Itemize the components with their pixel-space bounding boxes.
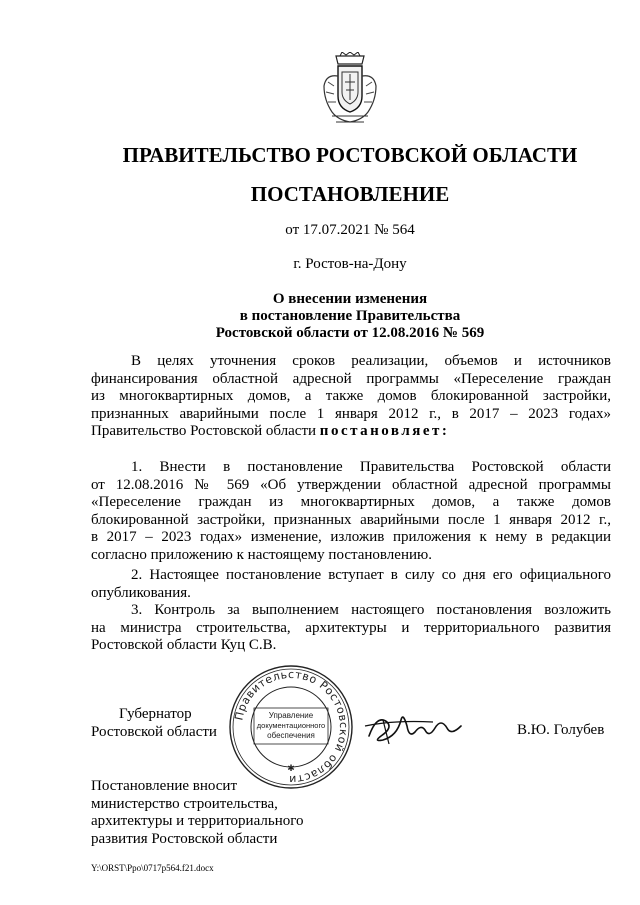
seal-center-line: документационного (256, 721, 326, 730)
organization-title: ПРАВИТЕЛЬСТВО РОСТОВСКОЙ ОБЛАСТИ (122, 143, 578, 167)
text-line: на министра строительства, архитектуры и территориального развития (91, 619, 611, 636)
document-type: ПОСТАНОВЛЕНИЕ (250, 182, 450, 206)
text-line: опубликования. (91, 584, 191, 601)
text-line: 1. Внести в постановление Правительства Ростовской области (131, 459, 611, 475)
text-line: блокированной застройки, признанных аварийными после 1 января 2012 г., (91, 511, 611, 528)
text-line: признанных аварийными после 1 января 2012 г., в 2017 – 2023 годах» (91, 405, 611, 422)
note-line: министерство строительства, (91, 795, 278, 812)
coat-of-arms-icon (318, 52, 382, 126)
text-line: «Переселение граждан из многоквартирных домов, а также домов (91, 494, 611, 511)
preamble-paragraph (91, 353, 611, 441)
submitter-note (91, 778, 304, 848)
subject-line: Ростовской области от 12.08.2016 № 569 (215, 325, 485, 341)
seal-center-line: обеспечения (267, 731, 315, 740)
text-line: 2. Настоящее постановление вступает в силу со дня его официального (131, 567, 611, 583)
position-line: Губернатор (119, 706, 192, 722)
document-subject (0, 291, 640, 342)
seal-center-line: Управление (268, 711, 314, 720)
text-line: 3. Контроль за выполнением настоящего постановления возложить (131, 602, 611, 618)
document-date-number: от 17.07.2021 № 564 (285, 222, 415, 238)
seal-star-icon: ✱ (287, 763, 295, 773)
signatory-name: В.Ю. Голубев (517, 722, 605, 738)
document-city: г. Ростов-на-Дону (293, 256, 407, 272)
text-line: из многоквартирных домов, а также домов блокированной застройки, (91, 388, 611, 405)
text-line: финансирования областной адресной программы «Переселение граждан (91, 370, 611, 387)
text-line (91, 423, 611, 441)
item-3-paragraph (91, 602, 611, 655)
text-line: В целях уточнения сроков реализации, объемов и источников (131, 353, 611, 369)
official-seal-icon (228, 664, 354, 790)
seal-ring-text: Правительство Ростовской области (232, 667, 351, 787)
handwritten-signature-icon (363, 706, 473, 750)
text-line: от 12.08.2016 № 569 «Об утверждении областной адресной программы (91, 476, 611, 493)
subject-line: О внесении изменения (272, 291, 428, 307)
note-line: Постановление вносит (91, 778, 238, 794)
note-line: развития Ростовской области (91, 830, 278, 847)
government-label: Правительство Ростовской области (91, 423, 320, 440)
text-line: в 2017 – 2023 годах» изменение, изложив приложения к нему в редакции (91, 529, 611, 546)
text-line: Ростовской области Куц С.В. (91, 637, 277, 654)
subject-line: в постановление Правительства (239, 308, 461, 324)
item-1-paragraph (91, 459, 611, 565)
item-2-paragraph (91, 567, 611, 602)
note-line: архитектуры и территориального (91, 813, 304, 830)
text-line: согласно приложению к настоящему постановлению. (91, 546, 432, 563)
position-line: Ростовской области (91, 724, 217, 740)
file-path-footer: Y:\ORST\Ppo\0717p564.f21.docx (91, 863, 214, 873)
decree-word: постановляет: (319, 423, 450, 440)
signatory-position (91, 705, 217, 741)
